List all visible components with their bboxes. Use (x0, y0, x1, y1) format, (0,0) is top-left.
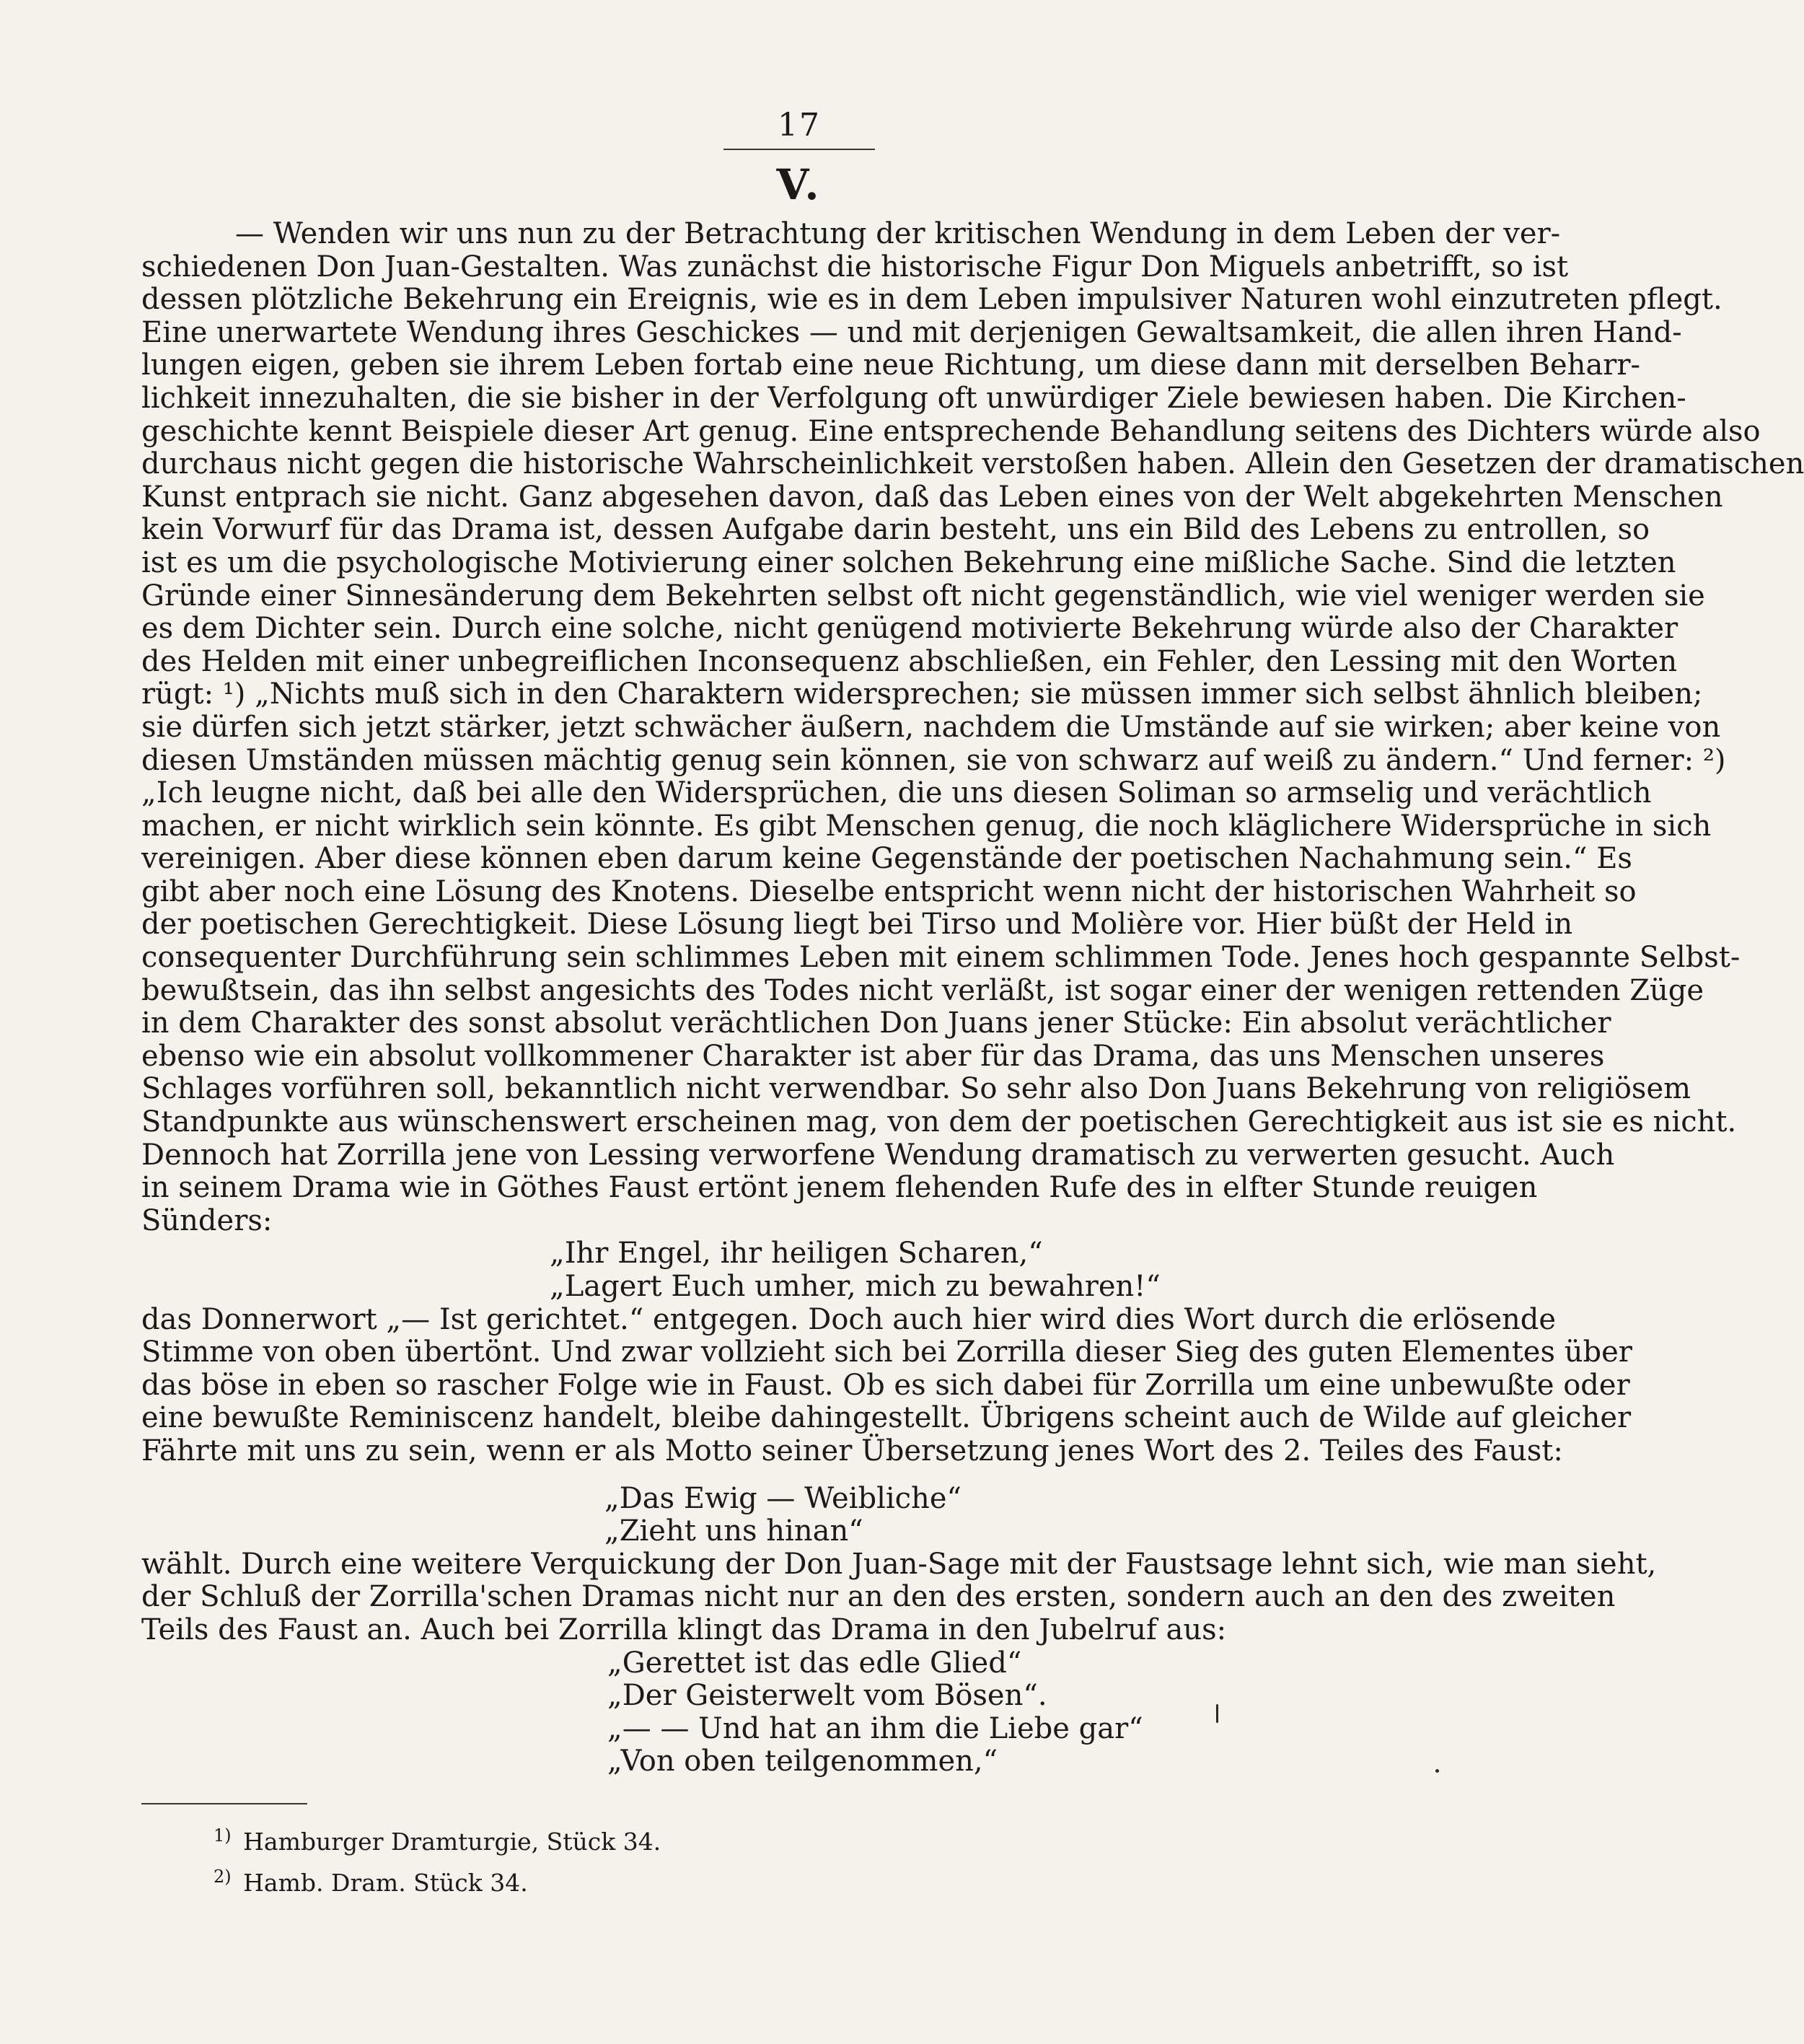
text-line: Standpunkte aus wünschenswert erscheinen mag, von dem der poetischen Gerechtigkeit aus ist sie es nicht. (141, 1105, 1737, 1139)
text-line: durchaus nicht gegen die historische Wahrscheinlichkeit verstoßen haben. Allein den Gesetzen der dramatischen (141, 447, 1804, 481)
text-line: Fährte mit uns zu sein, wenn er als Motto seiner Übersetzung jenes Wort des 2. Teiles des Faust: (141, 1434, 1563, 1468)
text-line: des Helden mit einer unbegreiflichen Inconsequenz abschließen, ein Fehler, den Lessing mit den Worten (141, 644, 1678, 678)
text-line: sie dürfen sich jetzt stärker, jetzt schwächer äußern, nachdem die Umstände auf sie wirken; aber keine von (141, 710, 1721, 744)
text-line: kein Vorwurf für das Drama ist, dessen Aufgabe darin besteht, uns ein Bild des Lebens zu entrollen, so (141, 513, 1650, 547)
footnotes (214, 1818, 661, 1900)
text-line: — Wenden wir uns nun zu der Betrachtung der kritischen Wendung in dem Leben der ver- (235, 217, 1561, 250)
text-line: lungen eigen, geben sie ihrem Leben fortab eine neue Richtung, um diese dann mit derselben Beharr- (141, 348, 1641, 382)
text-line: wählt. Durch eine weitere Verquickung der Don Juan-Sage mit der Faustsage lehnt sich, wie man sieht, (141, 1547, 1657, 1581)
text-line: der Schluß der Zorrilla'schen Dramas nicht nur an den des ersten, sondern auch an den des zweiten (141, 1580, 1616, 1614)
footnote-marker: 2) (214, 1867, 232, 1887)
text-line: gibt aber noch eine Lösung des Knotens. Dieselbe entspricht wenn nicht der historischen Wahrheit so (141, 874, 1637, 908)
footnote (214, 1859, 661, 1900)
text-line: ebenso wie ein absolut vollkommener Charakter ist aber für das Drama, das uns Menschen unseres (141, 1039, 1605, 1073)
header-rule (723, 149, 875, 150)
text-line: rügt: ¹) „Nichts muß sich in den Charaktern widersprechen; sie müssen immer sich selbst ähnlich bleiben; (141, 677, 1703, 711)
text-line: Teils des Faust an. Auch bei Zorrilla klingt das Drama in den Jubelruf aus: (141, 1613, 1227, 1646)
text-line: geschichte kennt Beispiele dieser Art genug. Eine entsprechende Behandlung seitens des Dichters würde also (141, 414, 1761, 448)
text-line: Kunst entprach sie nicht. Ganz abgesehen davon, daß das Leben eines von der Welt abgekehrten Menschen (141, 480, 1723, 514)
text-line: Dennoch hat Zorrilla jene von Lessing verworfene Wendung dramatisch zu verwerten gesucht. Auch (141, 1138, 1615, 1172)
text-line: der poetischen Gerechtigkeit. Diese Lösung liegt bei Tirso und Molière vor. Hier büßt der Held in (141, 908, 1573, 942)
verse-line: „Lagert Euch umher, mich zu bewahren!“ (550, 1270, 1161, 1303)
text-line: dessen plötzliche Bekehrung ein Ereignis, wie es in dem Leben impulsiver Naturen wohl einzutreten pflegt. (141, 283, 1722, 317)
print-mark (1216, 1704, 1218, 1723)
body-text (141, 217, 1804, 1778)
footnote-rule (141, 1803, 307, 1804)
verse-line: „Der Geisterwelt vom Bösen“. (607, 1679, 1047, 1713)
text-line: ist es um die psychologische Motivierung einer solchen Bekehrung eine mißliche Sache. Sind die letzten (141, 545, 1676, 579)
verse-line: „Das Ewig — Weibliche“ (604, 1481, 962, 1515)
text-line: bewußtsein, das ihn selbst angesichts des Todes nicht verläßt, ist sogar einer der wenigen rettenden Züge (141, 973, 1704, 1007)
text-line: vereinigen. Aber diese können eben darum keine Gegenstände der poetischen Nachahmung sein.“ Es (141, 842, 1632, 876)
text-line: es dem Dichter sein. Durch eine solche, nicht genügend motivierte Bekehrung würde also der Charakter (141, 612, 1678, 646)
text-line: Eine unerwartete Wendung ihres Geschickes — und mit derjenigen Gewaltsamkeit, die allen ihren Hand- (141, 315, 1682, 349)
text-line: lichkeit innezuhalten, die sie bisher in der Verfolgung oft unwürdiger Ziele bewiesen haben. Die Kirchen- (141, 381, 1686, 415)
text-line: eine bewußte Reminiscenz handelt, bleibe dahingestellt. Übrigens scheint auch de Wilde auf gleicher (141, 1401, 1632, 1435)
verse-line: „Zieht uns hinan“ (604, 1514, 863, 1548)
page-number: 17 (778, 107, 821, 144)
verse-line: „Von oben teilgenommen,“ (607, 1745, 998, 1778)
footnote-text: Hamburger Dramturgie, Stück 34. (243, 1828, 661, 1856)
text-line: in dem Charakter des sonst absolut verächtlichen Don Juans jener Stücke: Ein absolut verächtlicher (141, 1006, 1611, 1040)
section-heading: V. (776, 160, 822, 209)
footnote-marker: 1) (214, 1825, 232, 1846)
verse-line: „— — Und hat an ihm die Liebe gar“ (607, 1711, 1143, 1745)
text-line: schiedenen Don Juan-Gestalten. Was zunächst die historische Figur Don Miguels anbetrifft, so ist (141, 250, 1569, 284)
text-line: Sünders: (141, 1203, 273, 1237)
text-line: das Donnerwort „— Ist gerichtet.“ entgegen. Doch auch hier wird dies Wort durch die erlösende (141, 1302, 1557, 1336)
text-line: in seinem Drama wie in Göthes Faust ertönt jenem flehenden Rufe des in elfter Stunde reuigen (141, 1171, 1538, 1205)
text-line: diesen Umständen müssen mächtig genug sein können, sie von schwarz auf weiß zu ändern.“ Und ferner: ²) (141, 743, 1726, 777)
spacer (141, 1468, 1458, 1483)
text-line: consequenter Durchführung sein schlimmes Leben mit einem schlimmen Tode. Jenes hoch gespannte Selbst- (141, 941, 1741, 975)
print-speck (1435, 1769, 1439, 1773)
text-line: Stimme von oben übertönt. Und zwar vollzieht sich bei Zorrilla dieser Sieg des guten Elementes über (141, 1335, 1632, 1369)
footnote (214, 1818, 661, 1859)
text-line: Schlages vorführen soll, bekanntlich nicht verwendbar. So sehr also Don Juans Bekehrung von religiösem (141, 1072, 1691, 1106)
verse-line: „Gerettet ist das edle Glied“ (607, 1646, 1022, 1680)
verse-line: „Ihr Engel, ihr heiligen Scharen,“ (550, 1237, 1043, 1271)
text-line: „Ich leugne nicht, daß bei alle den Widersprüchen, die uns diesen Soliman so armselig und verächtlich (141, 776, 1652, 810)
text-line: machen, er nicht wirklich sein könnte. Es gibt Menschen genug, die noch kläglichere Widersprüche in sich (141, 809, 1712, 843)
text-line: das böse in eben so rascher Folge wie in Faust. Ob es sich dabei für Zorrilla um eine unbewußte oder (141, 1368, 1630, 1402)
text-line: Gründe einer Sinnesänderung dem Bekehrten selbst oft nicht gegenständlich, wie viel weniger werden sie (141, 579, 1705, 613)
footnote-text: Hamb. Dram. Stück 34. (243, 1869, 528, 1897)
